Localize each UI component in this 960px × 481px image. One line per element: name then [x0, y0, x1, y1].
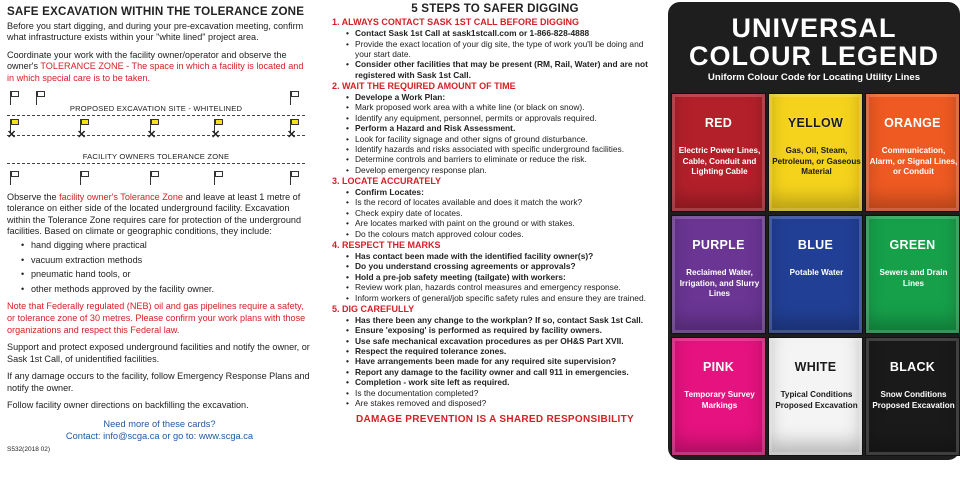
list-item: • Provide the exact location of your dig site, the type of work you'll be doing and your start date.: [346, 39, 658, 60]
colour-tile-red: [671, 93, 766, 212]
colour-tile-black: [865, 337, 960, 456]
backfill-paragraph: Follow facility owner directions on backfilling the excavation.: [7, 400, 249, 411]
legend-card: [668, 2, 960, 460]
list-item: • Check expiry date of locates.: [346, 208, 658, 218]
step-heading: 2. WAIT THE REQUIRED AMOUNT OF TIME: [332, 81, 516, 92]
tile-colour-name: WHITE: [794, 360, 837, 374]
tile-description: Typical Conditions Proposed Excavation: [775, 390, 858, 410]
step-items: [346, 315, 658, 409]
whiteline-dashed: [7, 115, 305, 116]
tile-colour-name: BLACK: [889, 360, 936, 374]
zone-line-dashed: [7, 163, 305, 164]
colour-legend-panel: [668, 0, 960, 481]
list-item: • other methods approved by the facility owner.: [21, 284, 312, 296]
white-flag-icon: [149, 171, 161, 185]
x-mark-icon: ✕: [211, 128, 221, 141]
step-items: [346, 187, 658, 239]
intro-paragraph: Before you start digging, and during your pre-excavation meeting, confirm what infrastructure exists within your "white lined" project area.: [7, 20, 304, 43]
list-item: • Confirm Locates:: [346, 187, 658, 197]
colour-tile-white: [768, 337, 863, 456]
white-flag-icon: [9, 171, 21, 185]
list-item: • Review work plan, hazards control measures and emergency response.: [346, 282, 658, 292]
colour-tile-orange: [865, 93, 960, 212]
list-item: • Inform workers of general/job specific safety rules and ensure they are trained.: [346, 293, 658, 303]
tile-description: Communication, Alarm, or Signal Lines, or Conduit: [869, 146, 958, 176]
step-items: [346, 28, 658, 80]
tile-colour-name: YELLOW: [787, 116, 844, 130]
federal-note: Note that Federally regulated (NEB) oil and gas pipelines require a safety, or tolerance zone of 30 metres. Please confirm your work plans with those organizations and respect this Federal law.: [7, 301, 306, 335]
tile-colour-name: BLUE: [797, 238, 834, 252]
document-code: S532(2018 02): [7, 446, 51, 454]
step-heading: 1. ALWAYS CONTACT SASK 1ST CALL BEFORE DIGGING: [332, 17, 580, 28]
list-item: • Ensure 'exposing' is performed as required by facility owners.: [346, 325, 658, 335]
cards-question: Need more of these cards?: [103, 419, 216, 430]
tile-description: Sewers and Drain Lines: [879, 268, 948, 288]
colour-tile-pink: [671, 337, 766, 456]
list-item: • Has contact been made with the identified facility owner(s)?: [346, 251, 658, 261]
list-item: • Do you understand crossing agreements or approvals?: [346, 261, 658, 271]
shared-responsibility-footer: DAMAGE PREVENTION IS A SHARED RESPONSIBILITY: [355, 414, 635, 426]
step-items: [346, 92, 658, 175]
list-item: • Identify hazards and risks associated with specific underground facilities.: [346, 144, 658, 154]
steps-list: [332, 17, 658, 408]
observe-paragraph: Observe the facility owner's Tolerance Zone and leave at least 1 metre of tolerance on either side of the located underground facility. Excavation within the Tolerance Zone requires care for protection of the underground facilities. Based on climate or geographic conditions, they include:: [7, 191, 302, 237]
list-item: • Report any damage to the facility owner and call 911 in emergencies.: [346, 367, 658, 377]
tile-colour-name: RED: [704, 116, 733, 130]
list-item: • Mark proposed work area with a white line (or black on snow).: [346, 102, 658, 112]
x-mark-icon: ✕: [287, 128, 297, 141]
list-item: • Develop emergency response plan.: [346, 165, 658, 175]
tolerance-zone-definition: TOLERANCE ZONE - The space in which a facility is located and in which special care is to be taken.: [7, 61, 304, 83]
legend-subtitle: Uniform Colour Code for Locating Utility Lines: [707, 72, 921, 83]
step-items: [346, 251, 658, 303]
tolerance-zone-diagram: [7, 91, 312, 190]
tile-colour-name: GREEN: [889, 238, 936, 252]
list-item: • Hold a pre-job safety meeting (tailgate) with workers:: [346, 272, 658, 282]
step-2: [332, 81, 658, 175]
list-item: • Determine controls and barriers to eliminate or reduce the risk.: [346, 154, 658, 164]
white-flags-bottom: [7, 171, 305, 187]
x-mark-icon: ✕: [7, 128, 17, 141]
panel-title: SAFE EXCAVATION WITHIN THE TOLERANCE ZONE: [7, 5, 305, 18]
list-item: • Perform a Hazard and Risk Assessment.: [346, 123, 658, 133]
list-item: • Are locates marked with paint on the ground or with stakes.: [346, 218, 658, 228]
steps-title: 5 STEPS TO SAFER DIGGING: [411, 2, 579, 15]
step-5: [332, 304, 658, 408]
white-flag-icon: [289, 171, 301, 185]
list-item: • hand digging where practical: [21, 240, 312, 252]
support-paragraph: Support and protect exposed underground facilities and notify the owner, or Sask 1st Call, of unidentified facilities.: [7, 342, 310, 364]
step-1: [332, 17, 658, 80]
tile-description: Electric Power Lines, Cable, Conduit and Lighting Cable: [678, 146, 761, 176]
list-item: • pneumatic hand tools, or: [21, 269, 312, 281]
excavation-site-label: PROPOSED EXCAVATION SITE - WHITELINED: [69, 103, 243, 113]
tolerance-zone-panel: [0, 0, 320, 481]
list-item: • Do the colours match approved colour codes.: [346, 229, 658, 239]
step-heading: 4. RESPECT THE MARKS: [332, 240, 441, 251]
five-steps-panel: [326, 0, 664, 481]
list-item: • Contact Sask 1st Call at sask1stcall.com or 1-866-828-4888: [346, 28, 658, 38]
colour-tile-blue: [768, 215, 863, 334]
list-item: • Is the record of locates available and does it match the work?: [346, 197, 658, 207]
legend-title: UNIVERSAL COLOUR LEGEND: [688, 13, 939, 71]
coordinate-paragraph: Coordinate your work with the facility owner/operator and observe the owner's TOLERANCE ZONE - The space in which a facility is located and in which special care is to be taken.: [7, 49, 304, 83]
list-item: • Has there been any change to the workplan? If so, contact Sask 1st Call.: [346, 315, 658, 325]
list-item: • Are stakes removed and disposed?: [346, 398, 658, 408]
step-4: [332, 240, 658, 303]
methods-list: [21, 240, 312, 295]
list-item: • Use safe mechanical excavation procedures as per OH&S Part XVII.: [346, 336, 658, 346]
list-item: • Completion - work site left as required.: [346, 377, 658, 387]
list-item: • Develope a Work Plan:: [346, 92, 658, 102]
white-flag-icon: [213, 171, 225, 185]
tile-colour-name: ORANGE: [884, 116, 941, 130]
list-item: • Look for facility signage and other signs of ground disturbance.: [346, 134, 658, 144]
list-item: • vacuum extraction methods: [21, 255, 312, 267]
colour-tile-purple: [671, 215, 766, 334]
step-3: [332, 176, 658, 239]
tile-description: Reclaimed Water, Irrigation, and Slurry Lines: [679, 268, 760, 298]
tile-description: Snow Conditions Proposed Excavation: [872, 390, 955, 410]
colour-tile-yellow: [768, 93, 863, 212]
tolerance-zone-label: FACILITY OWNERS TOLERANCE ZONE: [82, 151, 230, 161]
x-mark-icon: ✕: [147, 128, 157, 141]
contact-line[interactable]: Contact: info@scga.ca or go to: www.scga.ca: [65, 431, 254, 442]
colour-tile-green: [865, 215, 960, 334]
list-item: • Consider other facilities that may be present (RM, Rail, Water) and are not registered with Sask 1st Call.: [346, 59, 658, 80]
list-item: • Have arrangements been made for any required site supervision?: [346, 356, 658, 366]
tile-description: Gas, Oil, Steam, Petroleum, or Gaseous Material: [772, 146, 861, 176]
contact-footer: [7, 418, 312, 442]
step-heading: 3. LOCATE ACCURATELY: [332, 176, 442, 187]
list-item: • Is the documentation completed?: [346, 388, 658, 398]
tile-colour-name: PINK: [702, 360, 735, 374]
step-heading: 5. DIG CAREFULLY: [332, 303, 415, 314]
list-item: • Respect the required tolerance zones.: [346, 346, 658, 356]
tile-description: Potable Water: [789, 268, 844, 277]
white-flag-icon: [79, 171, 91, 185]
tile-colour-name: PURPLE: [692, 238, 745, 252]
list-item: • Identify any equipment, personnel, permits or approvals required.: [346, 113, 658, 123]
tile-description: Temporary Survey Markings: [684, 390, 755, 410]
damage-paragraph: If any damage occurs to the facility, follow Emergency Response Plans and notify the owner.: [7, 371, 310, 393]
x-mark-icon: ✕: [77, 128, 87, 141]
